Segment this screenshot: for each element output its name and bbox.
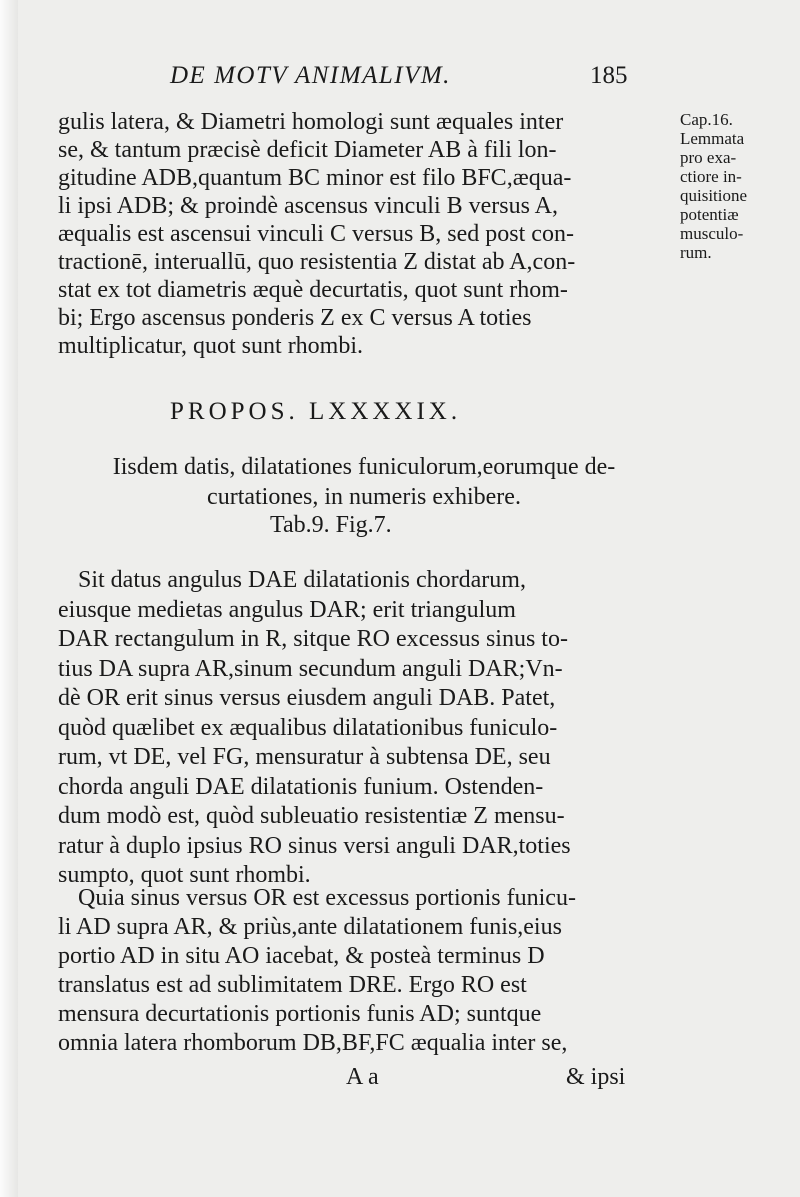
- text-line: mensura decurtationis portionis funis AD; suntque: [58, 1001, 542, 1027]
- page-footer: [58, 1064, 670, 1094]
- margin-note-line: rum.: [680, 243, 712, 262]
- text-line: eiusque medietas angulus DAR; erit triangulum: [58, 596, 516, 623]
- text-line: dum modò est, quòd subleuatio resistentiæ Z mensu-: [58, 803, 565, 829]
- text-line: dè OR erit sinus versus eiusdem anguli DAB. Patet,: [58, 685, 556, 711]
- proposition-heading: PROPOS. LXXXXIX.: [170, 398, 462, 425]
- text-line: curtationes, in numeris exhibere.: [207, 484, 521, 510]
- page-header: [170, 62, 650, 98]
- text-line: sumpto, quot sunt rhombi.: [58, 862, 311, 888]
- text-line: translatus est ad sublimitatem DRE. Ergo RO est: [58, 972, 527, 998]
- margin-note-line: pro exa-: [680, 148, 737, 167]
- text-line: quòd quælibet ex æqualibus dilatationibus funiculo-: [58, 714, 558, 741]
- text-line: tractionē, interuallū, quo resistentia Z distat ab A,con-: [58, 249, 576, 275]
- text-line: Quia sinus versus OR est excessus portionis funicu-: [78, 885, 576, 911]
- text-line: gitudine ADB,quantum BC minor est filo BFC,æqua-: [58, 165, 572, 191]
- text-line: se, & tantum præcisè deficit Diameter AB à fili lon-: [58, 137, 557, 163]
- text-line: Sit datus angulus DAE dilatationis chordarum,: [78, 567, 526, 593]
- margin-note-line: Cap.16.: [680, 110, 733, 129]
- text-line: multiplicatur, quot sunt rhombi.: [58, 333, 364, 359]
- text-line: stat ex tot diametris æquè decurtatis, quot sunt rhom-: [58, 277, 568, 303]
- text-line: DAR rectangulum in R, sitque RO excessus sinus to-: [58, 626, 568, 652]
- text-line: gulis latera, & Diametri homologi sunt æquales inter: [58, 109, 564, 135]
- margin-note-line: musculo-: [680, 224, 744, 243]
- margin-note: [680, 110, 795, 262]
- margin-note-line: quisitione: [680, 186, 748, 205]
- proposition-enunciation: [58, 452, 670, 512]
- text-line: li ipsi ADB; & proindè ascensus vinculi B versus A,: [58, 193, 558, 219]
- text-line: æqualis est ascensui vinculi C versus B, sed post con-: [58, 221, 574, 247]
- figure-reference: Tab.9. Fig.7.: [270, 512, 392, 538]
- text-line: tius DA supra AR,sinum secundum anguli DAR;Vn-: [58, 655, 563, 682]
- text-line: li AD supra AR, & priùs,ante dilatationem funis,eius: [58, 914, 562, 940]
- paragraph-proof: [58, 884, 670, 1058]
- margin-note-line: ctiore in-: [680, 167, 742, 186]
- text-line: ratur à duplo ipsius RO sinus versi anguli DAR,toties: [58, 832, 571, 859]
- paragraph-demonstration: [58, 566, 670, 891]
- text-line: omnia latera rhomborum DB,BF,FC æqualia inter se,: [58, 1030, 568, 1056]
- paragraph-continued: [58, 108, 670, 360]
- running-title: DE MOTV ANIMALIVM.: [170, 62, 451, 89]
- signature-mark: A a: [346, 1064, 379, 1090]
- text-line: rum, vt DE, vel FG, mensuratur à subtensa DE, seu: [58, 744, 551, 770]
- margin-note-line: potentiæ: [680, 205, 739, 224]
- text-line: portio AD in situ AO iacebat, & posteà terminus D: [58, 943, 545, 969]
- text-line: Iisdem datis, dilatationes funiculorum,eorumque de-: [112, 454, 616, 480]
- text-line: chorda anguli DAE dilatationis funium. Ostenden-: [58, 773, 544, 800]
- margin-note-line: Lemmata: [680, 129, 745, 148]
- page-edge: [0, 0, 18, 1197]
- catchword: & ipsi: [566, 1064, 626, 1090]
- page-number: 185: [590, 62, 628, 89]
- text-line: bi; Ergo ascensus ponderis Z ex C versus A toties: [58, 305, 532, 331]
